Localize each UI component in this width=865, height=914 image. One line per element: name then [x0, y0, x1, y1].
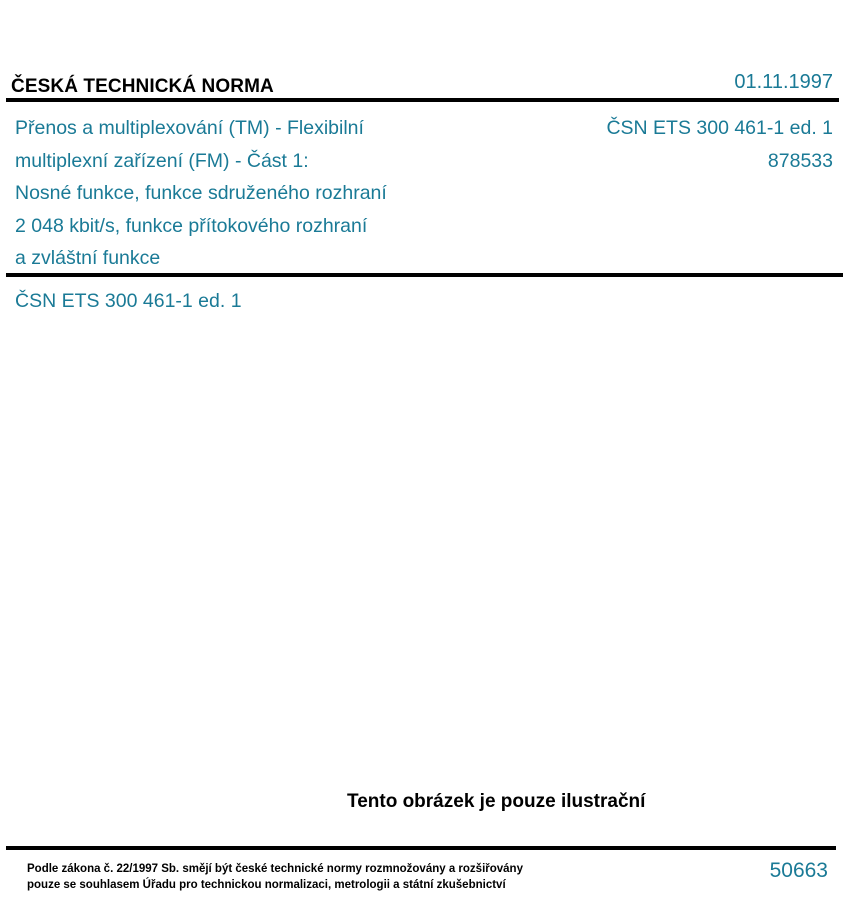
standard-identifiers — [606, 112, 833, 177]
standard-designation: ČSN ETS 300 461-1 ed. 1 — [15, 290, 242, 312]
standard-title-line: a zvláštní funkce — [15, 247, 161, 269]
footer-divider — [6, 846, 836, 850]
standard-title-line: 2 048 kbit/s, funkce přítokového rozhraní — [15, 214, 368, 237]
standard-code: ČSN ETS 300 461-1 ed. 1 — [606, 117, 833, 139]
title-divider — [6, 273, 843, 277]
standard-title-line: Přenos a multiplexování (TM) - Flexibilní — [15, 117, 364, 139]
header-divider — [6, 98, 839, 102]
document-heading: ČESKÁ TECHNICKÁ NORMA — [11, 76, 274, 97]
copyright-notice-line: Podle zákona č. 22/1997 Sb. smějí být české technické normy rozmnožovány a rozšiřovány — [27, 863, 523, 875]
standard-title-line: Nosné funkce, funkce sdruženého rozhraní — [15, 182, 387, 204]
copyright-notice — [27, 862, 523, 893]
catalog-number: 878533 — [767, 149, 833, 172]
document-number: 50663 — [769, 859, 828, 882]
copyright-notice-line: pouze se souhlasem Úřadu pro technickou normalizaci, metrologii a státní zkušebnictví — [27, 878, 506, 891]
publication-date: 01.11.1997 — [734, 71, 833, 93]
illustration-notice: Tento obrázek je pouze ilustrační — [347, 791, 646, 812]
standard-title — [15, 112, 387, 275]
standard-title-line: multiplexní zařízení (FM) - Část 1: — [15, 149, 309, 172]
